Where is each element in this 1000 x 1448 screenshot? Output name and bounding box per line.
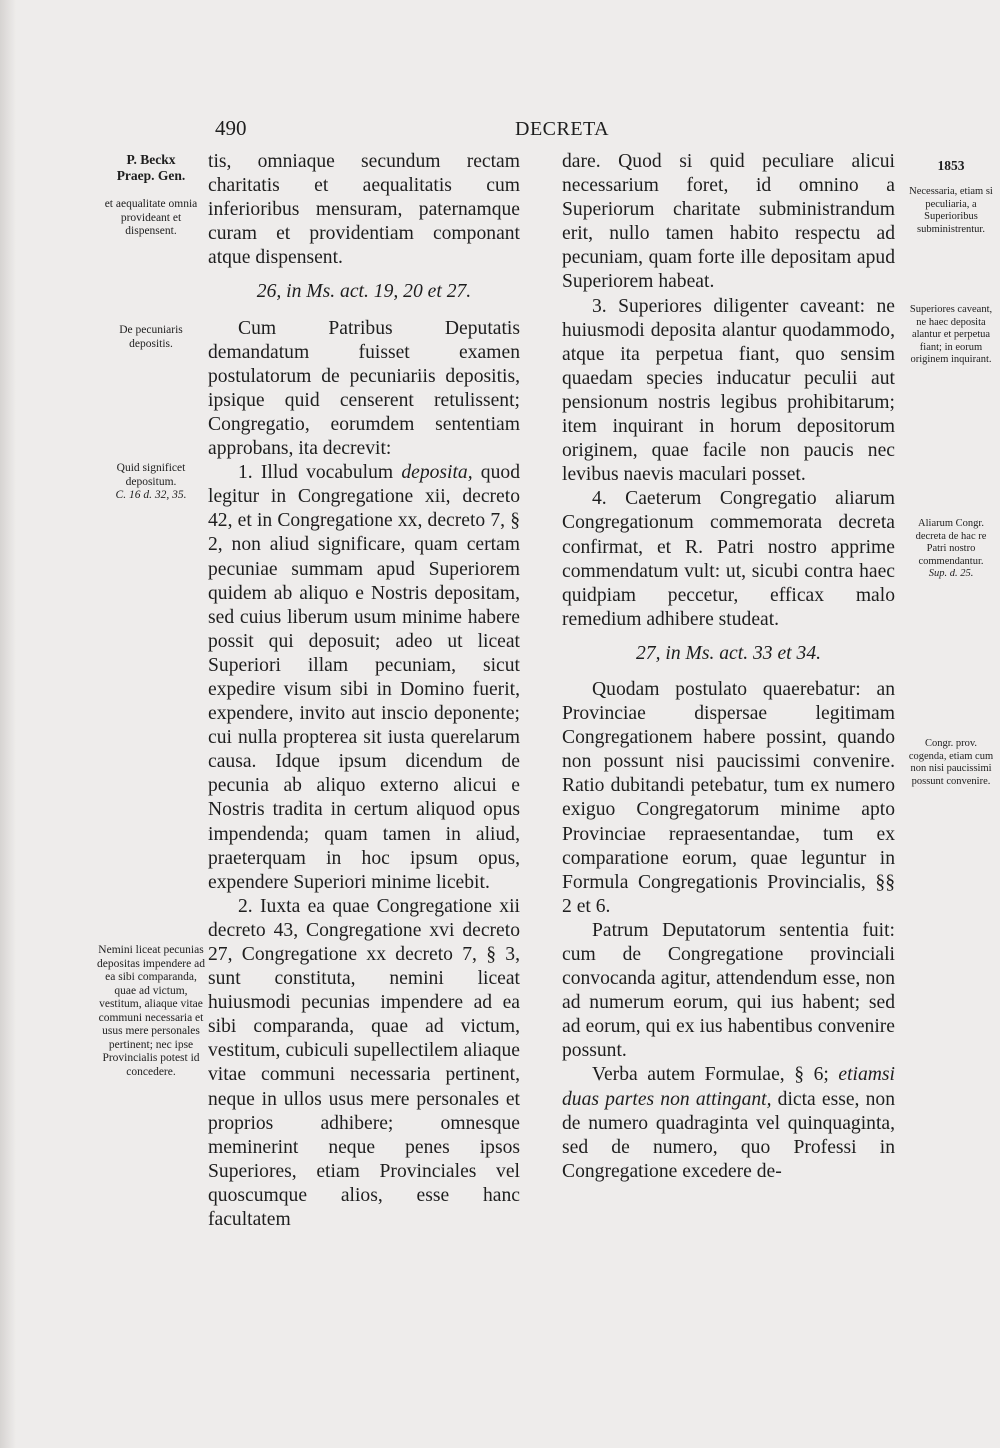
paragraph-2: 2. Iuxta ea quae Congregatione xii decreto 43, Congregatione xvi decreto 27, Congregatione xx decreto 7, § 3, sunt constituta, nemini liceat huiusmodi pecunias impendere ad ea sibi comparanda, quae ad victum, vestitum, cubiculi supellectilem aliaque vitae communi necessaria pertinent, neque in ullos usus mere personales et proprios adhibere; omnesque meminerint neque penes ipsos Superiores, etiam Provinciales vel quoscumque alios, esse hanc facultatem bbox=[208, 895, 520, 1231]
paragraph-1 bbox=[208, 461, 520, 895]
margin-note-pecuniaris: De pecuniaris depositis. bbox=[119, 324, 183, 350]
margin-author-line1: P. Beckx bbox=[126, 152, 176, 167]
margin-note-quid-significet-text: Quid significet depositum. bbox=[116, 462, 186, 488]
right-text-column bbox=[562, 150, 895, 1184]
paragraph-4: 4. Caeterum Congregatio aliarum Congregationum commemorata decreta confirmat, et R. Patri nostro apprime commendatum vult: ut, sicubi contra haec quidpiam peccetur, efficax malo remedium adhibere studeat. bbox=[562, 488, 895, 630]
margin-note-aliarum-congr-text: Aliarum Congr. decreta de hac re Patri nostro commendantur. bbox=[915, 518, 987, 567]
paragraph-1-italic: deposita, bbox=[401, 462, 473, 484]
paragraph-verba-start: Verba autem Formulae, § 6; bbox=[592, 1064, 839, 1086]
margin-note-quid-significet bbox=[96, 462, 206, 503]
margin-author-line2: Praep. Gen. bbox=[116, 168, 186, 183]
paragraph-cum-patribus: Cum Patribus Deputatis demandatum fuisset examen postulatorum de pecuniariis depositis, ipsique quid censerent retulissent; Congregatio, eorumdem sententiam approbans, ita decrevit: bbox=[208, 317, 520, 460]
margin-year bbox=[906, 158, 996, 174]
margin-note-superiores-caveant: Superiores caveant, ne haec deposita alantur et perpetua fiant; in eorum originem inquirant. bbox=[909, 304, 993, 365]
page-number: 490 bbox=[215, 116, 247, 140]
paragraph-patrum: Patrum Deputatorum sententia fuit: cum de Congregatione provinciali convocanda agitur, attendendum esse, non ad numerum eorum, qui ius habent; sed ad eorum, qui ex ius habentibus convenire possunt. bbox=[562, 919, 895, 1062]
paragraph-verba-rest: dicta esse, non de numero quadraginta vel quinquaginta, sed de numero, quo Professi in Congregatione excedere de- bbox=[562, 1088, 895, 1182]
paragraph-dare: dare. Quod si quid peculiare alicui necessarium foret, id omnino a Superiorum charitate subministrandum erit, nullo tamen habito respectu ad pecuniam, quam forte ille depositam apud Superiorem habeat. bbox=[562, 151, 895, 293]
margin-note-quid-significet-ref: C. 16 d. 32, 35. bbox=[115, 489, 187, 501]
section-heading-26: 26, in Ms. act. 19, 20 et 27. bbox=[256, 281, 472, 303]
paragraph-1-start: 1. Illud vocabulum bbox=[238, 462, 402, 484]
paragraph-quodam: Quodam postulato quaerebatur: an Provinciae dispersae legitimam Congregationem habere possint, quando non possunt nisi paucissimi convenire. Ratio dubitandi petebatur, tum ex numero exiguo Congregatorum minime apto Provinciae repraesentandae, tum ex comparatione eorum, quae leguntur in Formula Congregationis Provincialis, §§ 2 et 6. bbox=[562, 678, 895, 917]
margin-note-aequalitate: et aequalitate omnia provideant et dispensent. bbox=[104, 198, 198, 237]
margin-year-text: 1853 bbox=[937, 158, 965, 173]
running-title: DECRETA bbox=[515, 118, 610, 140]
paragraph-continuation: tis, omniaque secundum rectam charitatis et aequalitatis cum inferioribus mensuram, paternamque curam et providentiam componant atque dispensent. bbox=[208, 151, 520, 269]
margin-note-necessaria: Necessaria, etiam si peculiaria, a Superioribus subministrentur. bbox=[909, 186, 993, 235]
paragraph-1-rest: quod legitur in Congregatione xii, decreto 42, et in Congregatione xx, decreto 7, § 2, non aliud significare, quam certam pecuniae summam apud Superiorem quidem ab aliquo e Nostris depositam, sed cuius liberum usum minime habere possit qui deposuit; adeo ut liceat Superiori illam pecuniam, sicut expedire visum sibi in Domino fuerit, expendere, invito aut inscio deponente; cui nulla propterea sit iusta querelarum causa. Idque ipsum dicendum de pecunia ab aliquo externo alicui e Nostris tradita in certum aliquod opus impendenda; quam tamen in aliud, praeterquam in hoc ipsum opus, expendere Superiori minime licebit. bbox=[208, 462, 520, 893]
paragraph-verba bbox=[562, 1063, 895, 1183]
margin-note-nemini-liceat: Nemini liceat pecunias depositas impendere ad ea sibi comparanda, quae ad victum, vestitum, aliaque vitae communi necessaria et usus mere personales pertinent; nec ipse Provincialis potest id concedere. bbox=[97, 944, 205, 1078]
margin-note-aliarum-congr-ref: Sup. d. 25. bbox=[928, 568, 974, 579]
paragraph-3: 3. Superiores diligenter caveant: ne huiusmodi deposita alantur quodammodo, atque ita perpetua fiant, quo sensim quaedam species inducatur peculii aut pensionum nostris legibus prohibitarum; item inquirant in horum depositorum originem, quae facile non paucis nec levibus naevis maculari posset. bbox=[562, 295, 895, 486]
left-text-column bbox=[208, 150, 520, 1232]
margin-note-aliarum-congr bbox=[906, 518, 996, 581]
section-heading-27: 27, in Ms. act. 33 et 34. bbox=[635, 642, 822, 664]
margin-author bbox=[96, 152, 206, 184]
paragraph-verba-italic: etiamsi duas partes non attingant, bbox=[562, 1064, 895, 1110]
margin-note-congr-prov: Congr. prov. cogenda, etiam cum non nisi paucissimi possunt convenire. bbox=[908, 738, 994, 787]
page-gutter-shadow bbox=[0, 0, 16, 1448]
